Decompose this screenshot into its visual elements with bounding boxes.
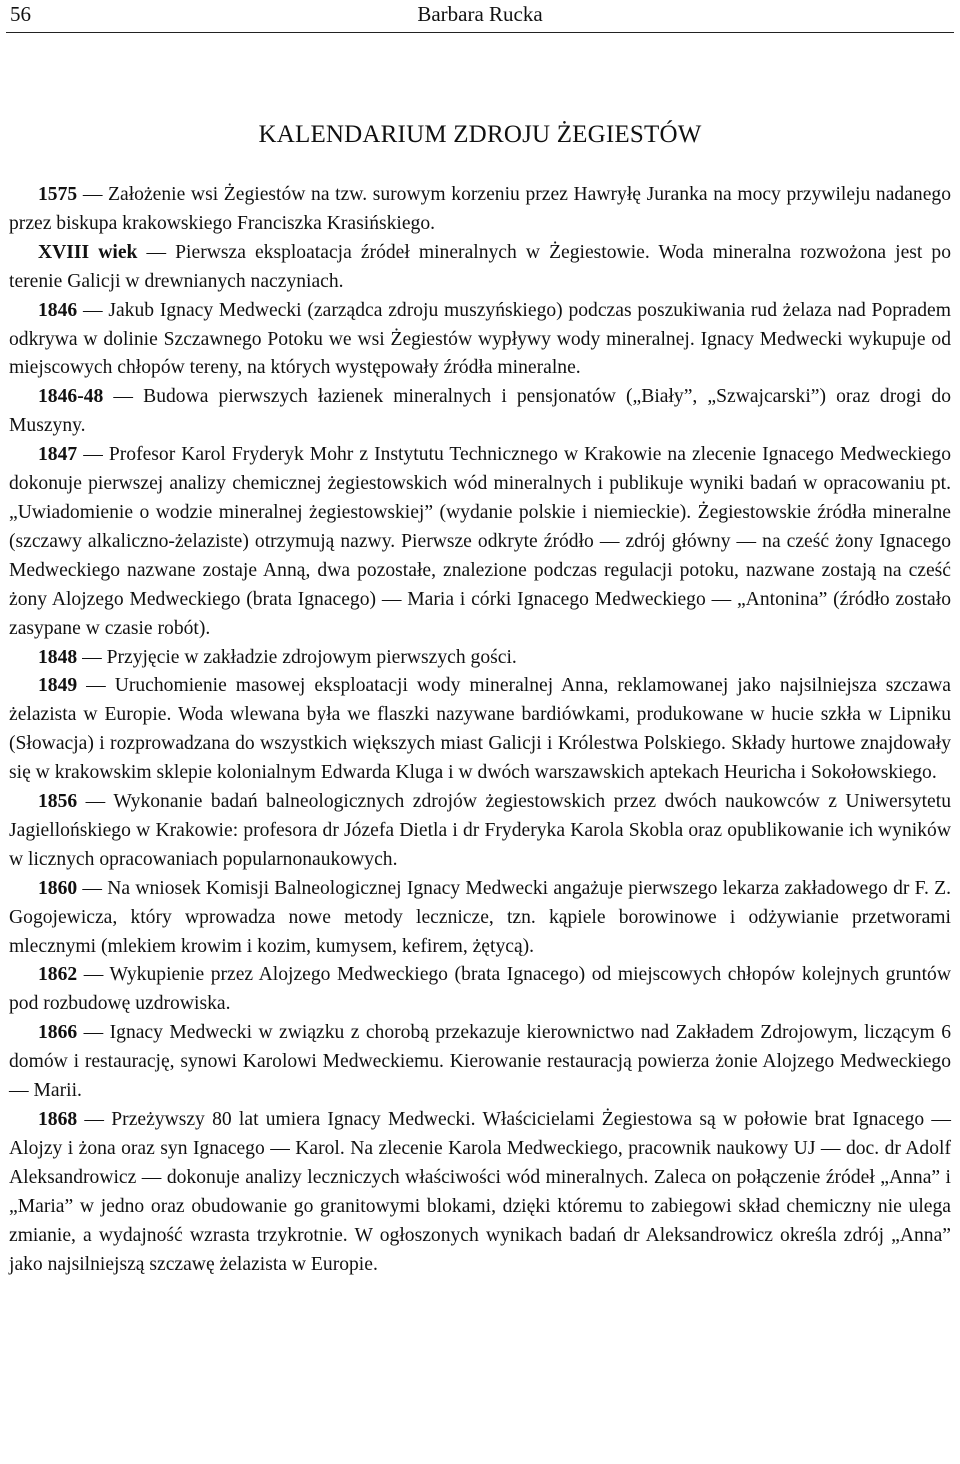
entry-text: — Przyjęcie w zakładzie zdrojowym pierwszych gości. xyxy=(77,646,517,668)
entry-text: — Pierwsza eksploatacja źródeł mineralnych w Żegiestowie. Woda mineralna rozwożona jest po terenie Galicji w drewnianych naczyniach. xyxy=(9,241,951,292)
entry-year: 1868 xyxy=(38,1109,78,1130)
entry-year: 1860 xyxy=(38,877,78,899)
calendar-entry xyxy=(9,383,951,441)
entry-year: 1866 xyxy=(38,1022,78,1044)
entry-text: — Budowa pierwszych łazienek mineralnych i pensjonatów („Biały”, „Szwajcarski”) oraz drogi do Muszyny. xyxy=(9,386,951,437)
entry-year: 1846-48 xyxy=(38,386,104,408)
entry-year: 1856 xyxy=(38,791,78,813)
entry-year: 1862 xyxy=(38,964,78,986)
calendar-entries xyxy=(9,181,951,1279)
entry-year: XVIII wiek xyxy=(38,241,138,263)
entry-text: — Ignacy Medwecki w związku z chorobą przekazuje kierownictwo nad Zakładem Zdrojowym, liczącym 6 domów i restaurację, synowi Karolowi Medweckiemu. Kierowanie restauracją powierza żonie Alojzego Medweckiego — Marii. xyxy=(9,1022,951,1102)
entry-text: — Na wniosek Komisji Balneologicznej Ignacy Medwecki angażuje pierwszego lekarza zakładowego dr F. Z. Gogojewicza, który wprowadza nowe metody lecznicze, tzn. kąpiele borowinowe i odżywianie przetworami mlecznymi (mlekiem krowim i kozim, kumysem, kefirem, żętycą). xyxy=(9,877,951,957)
page-number: 56 xyxy=(10,2,31,26)
entry-year: 1848 xyxy=(38,646,78,668)
entry-year: 1575 xyxy=(38,184,78,205)
page-header xyxy=(10,2,950,28)
entry-text: — Uruchomienie masowej eksploatacji wody mineralnej Anna, reklamowanej jako najsilniejsza szczawa żelazista w Europie. Woda wlewana była we flaszki nazywane bardiówkami, produkowane w hucie szkła w Lipniku (Słowacja) i rozprowadzana do wszystkich większych miast Galicji i Królestwa Polskiego. Składy hurtowe znajdowały się w krakowskim sklepie kolonialnym Edwarda Kluga i w dwóch warszawskich aptekach Heuricha i Sokołowskiego. xyxy=(9,675,951,784)
calendar-entry xyxy=(9,441,951,643)
entry-text: — Wykonanie badań balneologicznych zdrojów żegiestowskich przez dwóch naukowców z Uniwersytetu Jagiellońskiego w Krakowie: profesora dr Józefa Dietla i dr Fryderyka Karola Skobla oraz opublikowanie ich wyników w licznych opracowaniach popularnonaukowych. xyxy=(9,791,951,870)
calendar-entry xyxy=(9,1106,951,1279)
calendar-entry xyxy=(9,644,951,673)
running-head-author: Barbara Rucka xyxy=(417,2,543,26)
entry-text: — Jakub Ignacy Medwecki (zarządca zdroju muszyńskiego) podczas poszukiwania rud żelaza nad Popradem odkrywa w dolinie Szczawnego Potoku we wsi Żegiestów wypływy wody mineralnej. Ignacy Medwecki wykupuje od miejscowych chłopów tereny, na których występowały źródła mineralne. xyxy=(9,299,951,379)
calendar-entry xyxy=(9,788,951,875)
entry-text: — Założenie wsi Żegiestów na tzw. surowym korzeniu przez Hawryłę Juranka na mocy przywileju nadanego przez biskupa krakowskiego Franciszka Krasińskiego. xyxy=(9,184,951,234)
header-rule xyxy=(6,32,954,33)
entry-text: — Wykupienie przez Alojzego Medweckiego (brata Ignacego) od miejscowych chłopów kolejnych gruntów pod rozbudowę uzdrowiska. xyxy=(9,964,951,1015)
entry-year: 1846 xyxy=(38,299,78,321)
entry-text: — Przeżywszy 80 lat umiera Ignacy Medwecki. Właścicielami Żegiestowa są w połowie brat Ignacego — Alojzy i żona oraz syn Ignacego — Karol. Na zlecenie Karola Medweckiego, pracownik naukowy UJ — doc. dr Adolf Aleksandrowicz — dokonuje analizy leczniczych właściwości wód mineralnych. Zaleca on połączenie źródeł „Anna” i „Maria” w jedno oraz obudowanie go granitowymi blokami, dzięki któremu to zabiegowi skład chemiczny nie ulega zmianie, a wydajność wzrasta trzykrotnie. W ogłoszonych wynikach badań dr Aleksandrowicz określa zdrój „Anna” jako najsilniejszą szczawę żelazista w Europie. xyxy=(9,1109,951,1275)
entry-text: — Profesor Karol Fryderyk Mohr z Instytutu Technicznego w Krakowie na zlecenie Ignacego Medweckiego dokonuje pierwszej analizy chemicznej żegiestowskich wód mineralnych i publikuje wyniki badań w opracowaniu pt. „Uwiadomienie o wodzie mineralnej żegiestowskiej” (wydanie polskie i niemieckie). Żegiestowskie źródła mineralne (szczawy alkaliczno-żelaziste) otrzymują nazwy. Pierwsze odkryte źródło — zdrój główny — na cześć żony Ignacego Medweckiego nazwane zostaje Anną, dwa pozostałe, znalezione podczas regulacji potoku, nazwane zostają na cześć żony Alojzego Medweckiego (brata Ignacego) — Maria i córki Ignacego Medweckiego — „Antonina” (źródło zostało zasypane w czasie robót). xyxy=(9,444,951,639)
calendar-entry xyxy=(9,239,951,297)
entry-year: 1849 xyxy=(38,675,78,697)
calendar-entry xyxy=(9,961,951,1019)
calendar-entry xyxy=(9,672,951,788)
chapter-title: KALENDARIUM ZDROJU ŻEGIESTÓW xyxy=(258,121,702,148)
calendar-entry xyxy=(9,875,951,962)
calendar-entry xyxy=(9,297,951,384)
entry-year: 1847 xyxy=(38,444,78,466)
calendar-entry xyxy=(9,1019,951,1106)
calendar-entry xyxy=(9,181,951,239)
